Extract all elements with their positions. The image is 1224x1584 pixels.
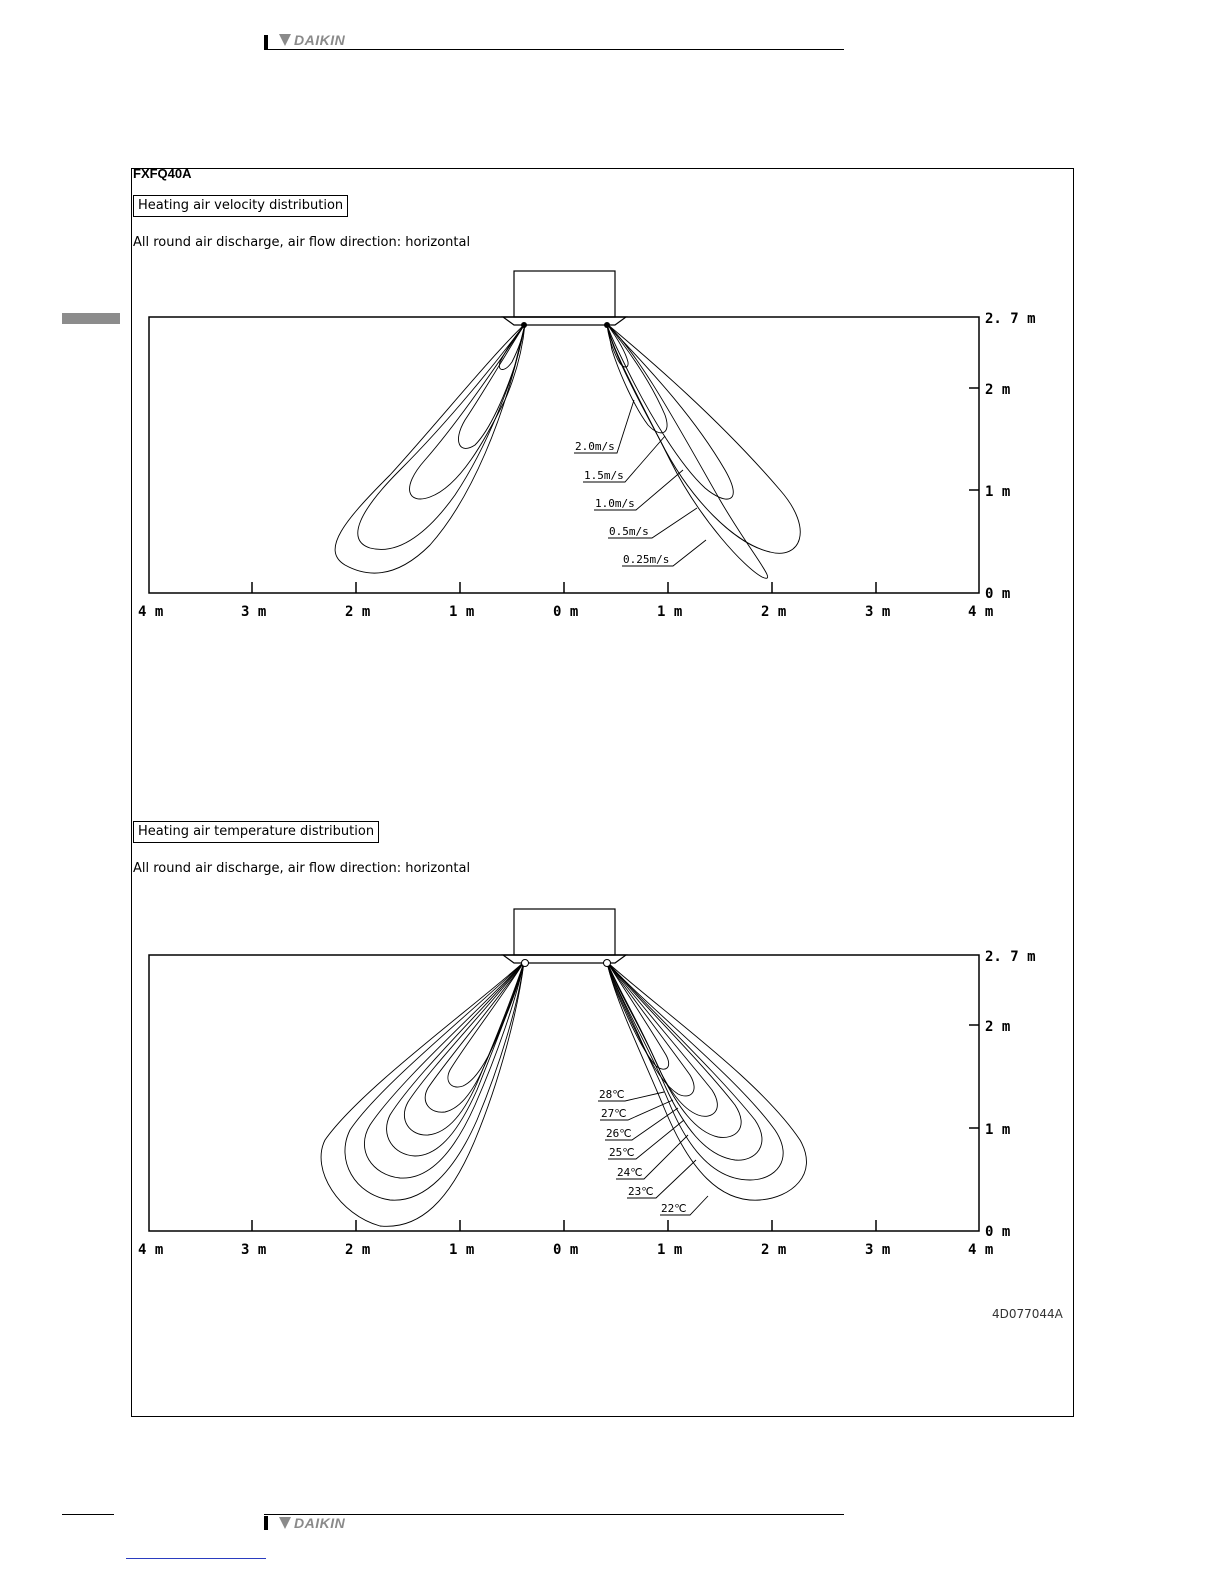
y-tick-label: 1 m [985,1122,1011,1138]
x-axis-ticks [252,1220,876,1231]
contour-label: 27℃ [601,1107,627,1120]
velocity-contour-left [358,324,525,549]
temperature-chart-subtitle: All round air discharge, air flow direction: horizontal [133,861,471,876]
velocity-contour-right [607,324,628,367]
velocity-contour-right [607,324,733,499]
x-tick-label: 2 m [345,604,371,620]
x-tick-label: 3 m [865,604,891,620]
contour-label: 1.0m/s [595,497,635,510]
x-tick-label: 2 m [761,604,787,620]
footer-bar-mark [264,1516,268,1530]
y-tick-label: 2. 7 m [985,949,1036,965]
x-tick-label: 1 m [449,1242,475,1258]
footer-rule [264,1514,844,1515]
x-tick-label: 4 m [138,604,164,620]
indoor-unit-body [514,909,615,955]
outlet-left [521,322,527,328]
velocity-contour-left [410,324,525,499]
x-tick-label: 1 m [657,604,683,620]
temperature-distribution-chart [0,638,1224,1278]
velocity-chart-title: Heating air velocity distribution [133,195,348,217]
footer-rule-left [62,1514,114,1515]
contour-label: 1.5m/s [584,469,624,482]
x-tick-label: 4 m [968,1242,994,1258]
header-brand: DAIKIN [294,32,346,48]
y-tick-label: 2 m [985,1019,1011,1035]
contour-label: 2.0m/s [575,440,615,453]
contour-label: 22℃ [661,1202,687,1215]
contour-label: 28℃ [599,1088,625,1101]
contour-label: 0.25m/s [623,553,670,566]
footer-daikin-logo [278,1515,345,1531]
outlet-left [522,960,529,967]
x-axis-ticks [252,582,876,593]
y-tick-label: 2. 7 m [985,311,1036,327]
document-code: 4D077044A [992,1307,1063,1321]
temperature-chart-title: Heating air temperature distribution [133,821,379,843]
contour-label: 25℃ [609,1146,635,1159]
outlet-right [604,960,611,967]
y-tick-label: 2 m [985,382,1011,398]
x-tick-label: 3 m [241,1242,267,1258]
temperature-contour-left [321,962,524,1226]
x-tick-label: 1 m [657,1242,683,1258]
room-outline [149,955,979,1231]
velocity-contour-right [607,324,667,433]
velocity-distribution-chart [0,0,1224,700]
outlet-right [604,322,610,328]
y-tick-label: 0 m [985,586,1011,602]
indoor-unit-body [514,271,615,317]
temperature-contour-right [607,962,669,1069]
room-outline [149,317,979,593]
y-tick-label: 1 m [985,484,1011,500]
y-tick-label: 0 m [985,1224,1011,1240]
x-tick-label: 0 m [553,604,579,620]
x-tick-label: 1 m [449,604,475,620]
contour-label: 0.5m/s [609,525,649,538]
contour-label: 24℃ [617,1166,643,1179]
temperature-contour-right [607,962,806,1200]
x-tick-label: 2 m [761,1242,787,1258]
daikin-mark-icon [278,1516,292,1530]
x-tick-label: 3 m [865,1242,891,1258]
x-tick-label: 4 m [138,1242,164,1258]
x-tick-label: 3 m [241,604,267,620]
contour-label: 26℃ [606,1127,632,1140]
contour-label: 23℃ [628,1185,654,1198]
x-tick-label: 4 m [968,604,994,620]
x-tick-label: 2 m [345,1242,371,1258]
footer-brand: DAIKIN [294,1515,346,1531]
model-title: FXFQ40A [133,166,192,181]
x-tick-label: 0 m [553,1242,579,1258]
velocity-chart-subtitle: All round air discharge, air flow direction: horizontal [133,235,471,250]
velocity-contour-left [458,324,525,448]
footer-link-underline[interactable] [126,1558,266,1559]
